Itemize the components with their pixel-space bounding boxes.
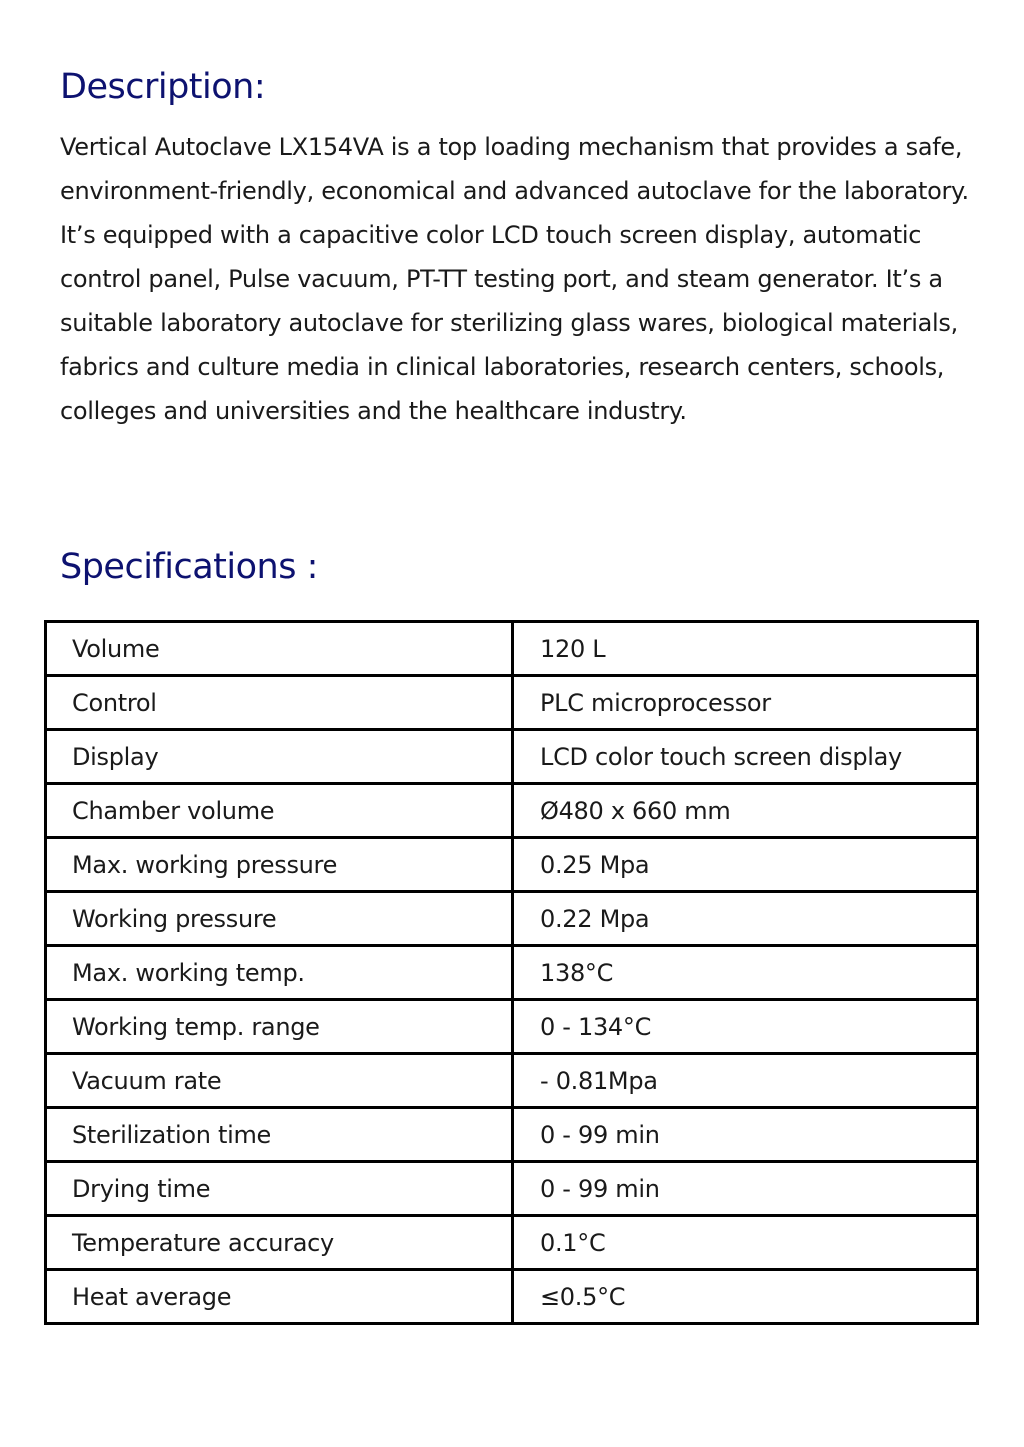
- table-row: [46, 1216, 978, 1270]
- table-row: [46, 1108, 978, 1162]
- spec-value: Ø480 x 660 mm: [513, 784, 978, 838]
- description-heading: Description:: [60, 67, 266, 107]
- specifications-table: [44, 620, 979, 1325]
- spec-label: Working pressure: [46, 892, 513, 946]
- spec-value: 0 - 134°C: [513, 1000, 978, 1054]
- table-row: [46, 1000, 978, 1054]
- table-row: [46, 676, 978, 730]
- spec-value: 0 - 99 min: [513, 1108, 978, 1162]
- table-row: [46, 622, 978, 676]
- spec-value: 138°C: [513, 946, 978, 1000]
- spec-label: Temperature accuracy: [46, 1216, 513, 1270]
- spec-label: Chamber volume: [46, 784, 513, 838]
- spec-value: 0.25 Mpa: [513, 838, 978, 892]
- table-row: [46, 1162, 978, 1216]
- spec-label: Volume: [46, 622, 513, 676]
- spec-value: - 0.81Mpa: [513, 1054, 978, 1108]
- specifications-heading: Specifications :: [60, 547, 318, 587]
- spec-label: Heat average: [46, 1270, 513, 1324]
- description-text: Vertical Autoclave LX154VA is a top loading mechanism that provides a safe, environment-friendly, economical and advanced autoclave for the laboratory. It’s equipped with a capacitive color LCD touch screen display, automatic control panel, Pulse vacuum, PT-TT testing port, and steam generator. It’s a suitable laboratory autoclave for sterilizing glass wares, biological materials, fabrics and culture media in clinical laboratories, research centers, schools, colleges and universities and the healthcare industry.: [60, 133, 969, 425]
- spec-value: ≤0.5°C: [513, 1270, 978, 1324]
- spec-label: Sterilization time: [46, 1108, 513, 1162]
- spec-label: Drying time: [46, 1162, 513, 1216]
- spec-label: Max. working pressure: [46, 838, 513, 892]
- spec-value: PLC microprocessor: [513, 676, 978, 730]
- spec-value: 0 - 99 min: [513, 1162, 978, 1216]
- table-row: [46, 784, 978, 838]
- spec-label: Max. working temp.: [46, 946, 513, 1000]
- table-row: [46, 1270, 978, 1324]
- spec-label: Working temp. range: [46, 1000, 513, 1054]
- table-row: [46, 838, 978, 892]
- spec-value: 0.22 Mpa: [513, 892, 978, 946]
- table-row: [46, 1054, 978, 1108]
- spec-label: Control: [46, 676, 513, 730]
- spec-label: Vacuum rate: [46, 1054, 513, 1108]
- table-row: [46, 892, 978, 946]
- table-row: [46, 946, 978, 1000]
- spec-value: 120 L: [513, 622, 978, 676]
- spec-value: LCD color touch screen display: [513, 730, 978, 784]
- spec-value: 0.1°C: [513, 1216, 978, 1270]
- table-row: [46, 730, 978, 784]
- spec-label: Display: [46, 730, 513, 784]
